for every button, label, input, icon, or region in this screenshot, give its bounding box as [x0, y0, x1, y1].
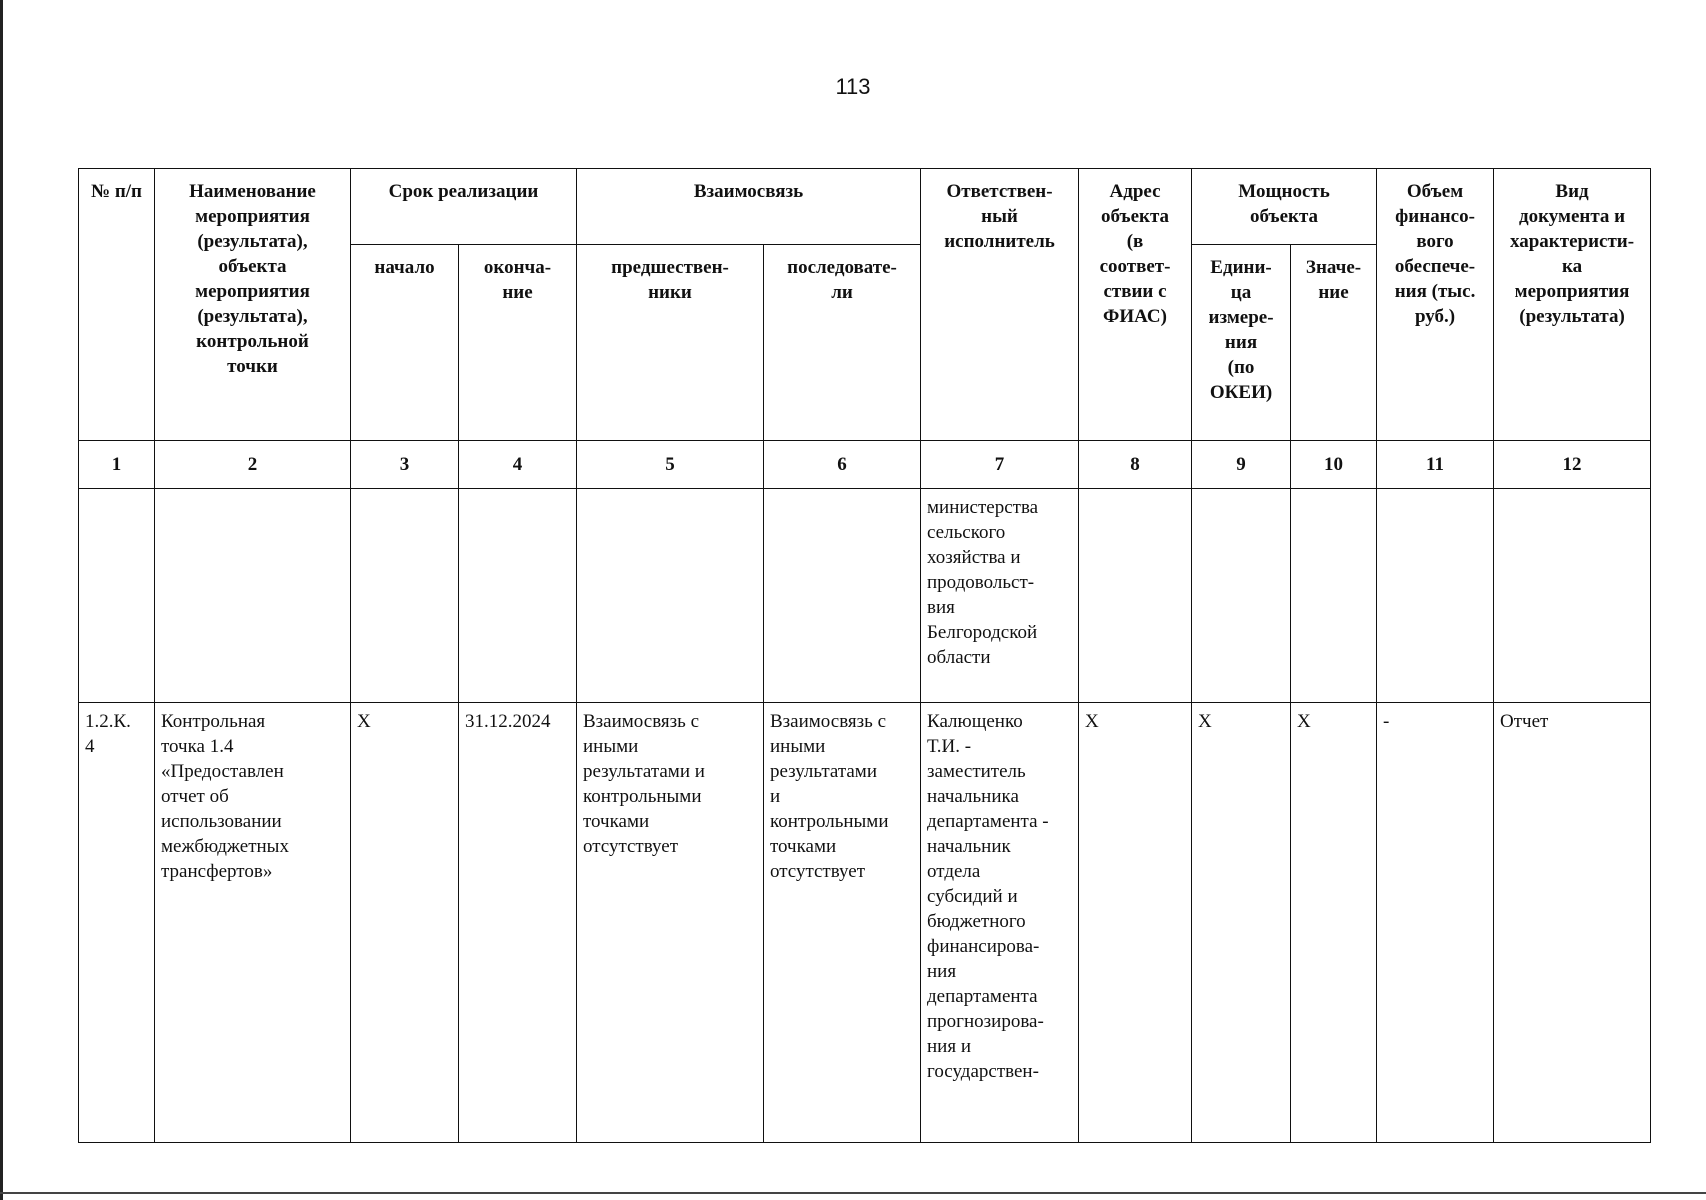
header-relation: Взаимосвязь	[577, 169, 921, 245]
cell-name	[155, 489, 351, 703]
header-row-top	[79, 169, 1651, 245]
table-row	[79, 489, 1651, 703]
cell-next	[764, 489, 921, 703]
cell-name: Контрольная точка 1.4 «Предоставлен отчет об использовании межбюджетных трансфертов»	[155, 703, 351, 1143]
column-number: 3	[351, 441, 459, 489]
header-relation-next: последовате- ли	[764, 245, 921, 441]
cell-end: 31.12.2024	[459, 703, 577, 1143]
header-capacity: Мощность объекта	[1192, 169, 1377, 245]
column-number: 6	[764, 441, 921, 489]
scan-bottom-edge	[0, 1192, 1706, 1194]
page-number: 113	[835, 74, 871, 99]
cell-unit	[1192, 489, 1291, 703]
column-number: 9	[1192, 441, 1291, 489]
header-capacity-value: Значе- ние	[1291, 245, 1377, 441]
cell-funding	[1377, 489, 1494, 703]
cell-address: Х	[1079, 703, 1192, 1143]
column-number: 4	[459, 441, 577, 489]
header-relation-prev: предшествен- ники	[577, 245, 764, 441]
cell-doc-type	[1494, 489, 1651, 703]
column-number: 8	[1079, 441, 1192, 489]
cell-prev	[577, 489, 764, 703]
scan-left-edge	[0, 0, 3, 1200]
header-responsible: Ответствен- ный исполнитель	[921, 169, 1079, 441]
header-doc-type: Вид документа и характеристи- ка мероприятия (результата)	[1494, 169, 1651, 441]
cell-start: Х	[351, 703, 459, 1143]
cell-address	[1079, 489, 1192, 703]
column-number: 11	[1377, 441, 1494, 489]
cell-end	[459, 489, 577, 703]
cell-no: 1.2.К. 4	[79, 703, 155, 1143]
header-period: Срок реализации	[351, 169, 577, 245]
cell-responsible: Калющенко Т.И. - заместитель начальника департамента - начальник отдела субсидий и бюджетного финансирова- ния департамента прогнозирова- ния и государствен-	[921, 703, 1079, 1143]
header-period-end: оконча- ние	[459, 245, 577, 441]
header-funding: Объем финансо- вого обеспече- ния (тыс. руб.)	[1377, 169, 1494, 441]
cell-start	[351, 489, 459, 703]
column-number-row	[79, 441, 1651, 489]
cell-funding: -	[1377, 703, 1494, 1143]
cell-value: Х	[1291, 703, 1377, 1143]
column-number: 12	[1494, 441, 1651, 489]
header-period-start: начало	[351, 245, 459, 441]
cell-responsible: министерства сельского хозяйства и продовольст- вия Белгородской области	[921, 489, 1079, 703]
cell-unit: Х	[1192, 703, 1291, 1143]
header-address: Адрес объекта (в соответ- ствии с ФИАС)	[1079, 169, 1192, 441]
cell-next: Взаимосвязь с иными результатами и контрольными точками отсутствует	[764, 703, 921, 1143]
cell-no	[79, 489, 155, 703]
column-number: 5	[577, 441, 764, 489]
header-no: № п/п	[79, 169, 155, 441]
cell-value	[1291, 489, 1377, 703]
header-capacity-unit: Едини- ца измере- ния (по ОКЕИ)	[1192, 245, 1291, 441]
column-number: 2	[155, 441, 351, 489]
plan-table	[78, 168, 1651, 1143]
column-number: 7	[921, 441, 1079, 489]
header-name: Наименование мероприятия (результата), объекта мероприятия (результата), контрольной точки	[155, 169, 351, 441]
cell-doc-type: Отчет	[1494, 703, 1651, 1143]
cell-prev: Взаимосвязь с иными результатами и контрольными точками отсутствует	[577, 703, 764, 1143]
table-row	[79, 703, 1651, 1143]
column-number: 10	[1291, 441, 1377, 489]
column-number: 1	[79, 441, 155, 489]
